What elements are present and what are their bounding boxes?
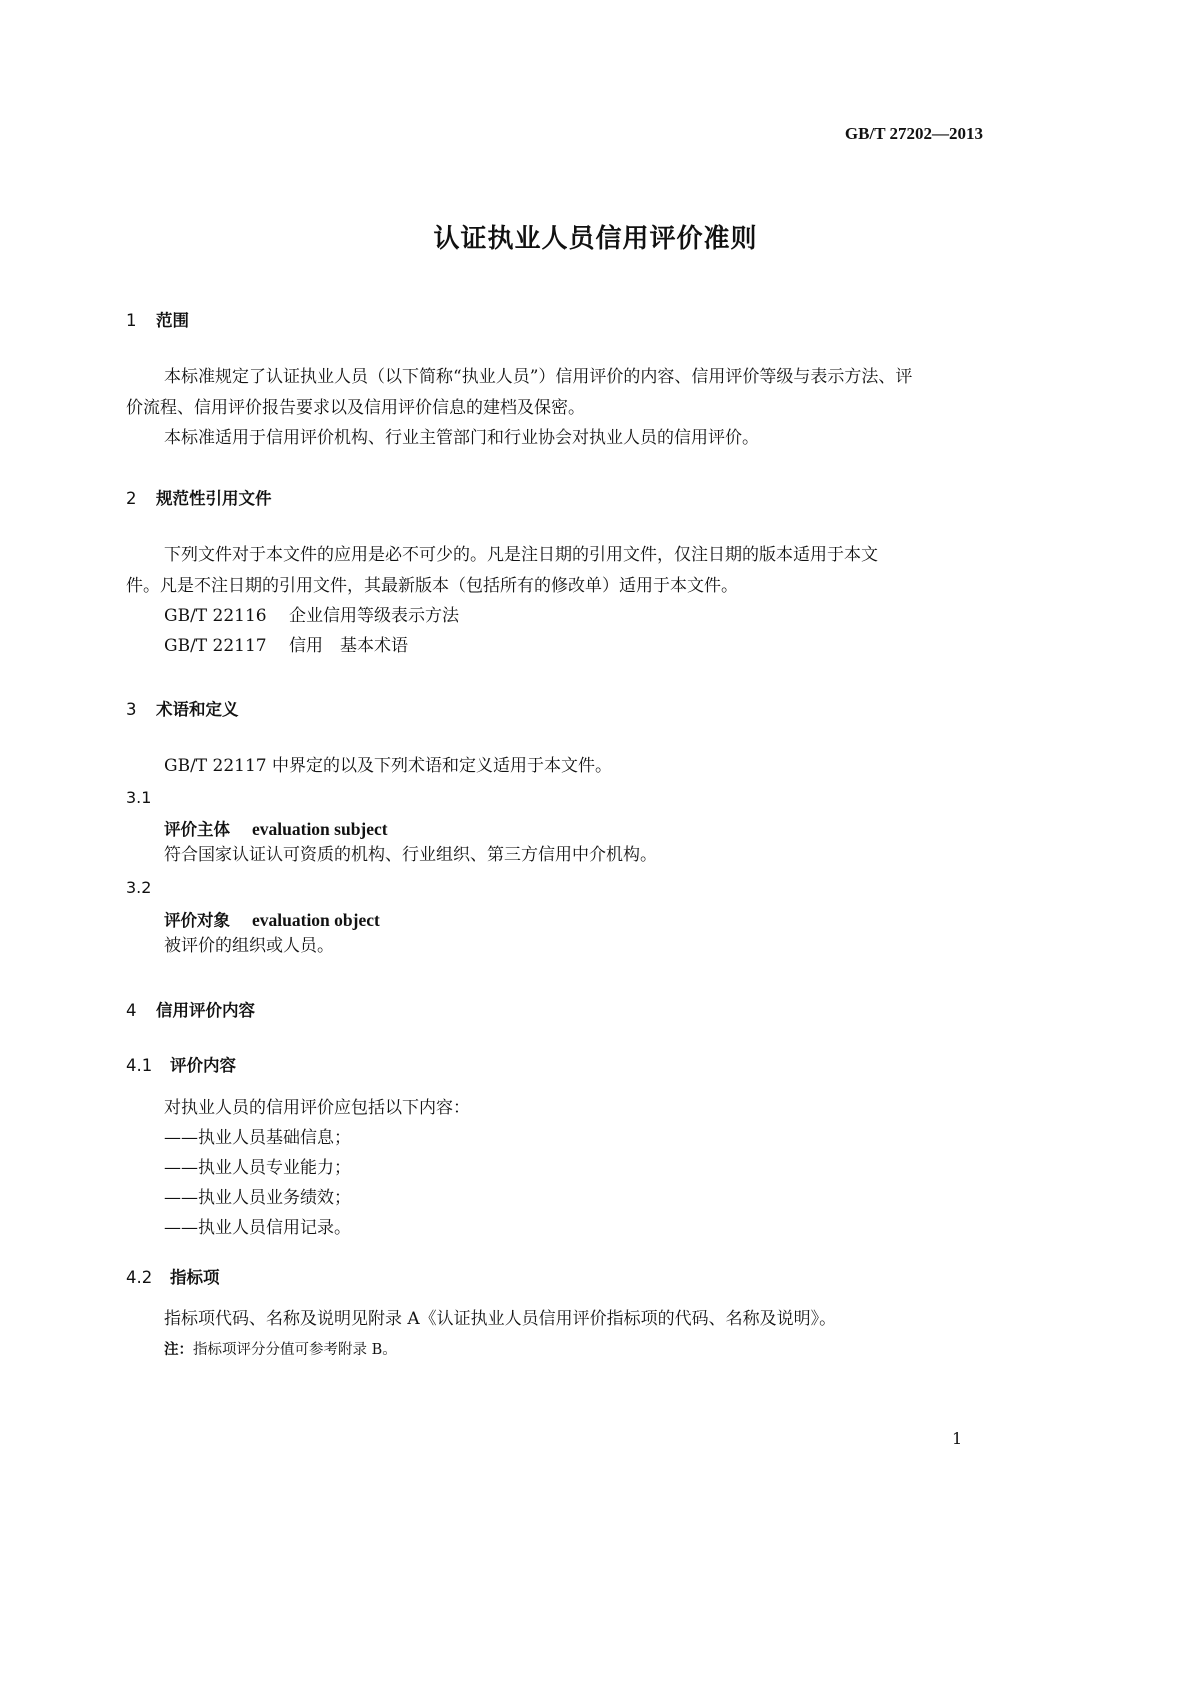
term-name-cn: 评价主体 [164, 820, 230, 839]
term-name-en: evaluation object [252, 910, 380, 930]
section-4-heading [126, 997, 255, 1021]
paragraph-line: 对执业人员的信用评价应包括以下内容： [164, 1098, 470, 1118]
page-number: 1 [952, 1429, 963, 1448]
section-number: 4 [126, 1001, 137, 1020]
section-3-heading [126, 696, 239, 720]
reference-code: GB/T 22116 [164, 606, 267, 626]
section-number: 1 [126, 311, 137, 330]
note-text: 指标项评分分值可参考附录 B。 [193, 1342, 397, 1358]
term-number: 3.2 [126, 878, 152, 897]
term-heading [164, 816, 388, 840]
term-name-cn: 评价对象 [164, 911, 230, 930]
paragraph-line: 本标准适用于信用评价机构、行业主管部门和行业协会对执业人员的信用评价。 [164, 428, 759, 448]
note-label: 注： [164, 1342, 193, 1358]
term-definition: 被评价的组织或人员。 [164, 936, 334, 956]
list-item: ——执业人员业务绩效； [164, 1188, 351, 1208]
subsection-number: 4.2 [126, 1268, 153, 1287]
paragraph-line: 指标项代码、名称及说明见附录 A《认证执业人员信用评价指标项的代码、名称及说明》。 [164, 1309, 837, 1329]
reference-code: GB/T 22117 [164, 636, 267, 656]
section-title: 范围 [156, 311, 189, 330]
term-heading [164, 907, 380, 931]
paragraph-line: 件。凡是不注日期的引用文件，其最新版本（包括所有的修改单）适用于本文件。 [126, 576, 738, 596]
subsection-title: 指标项 [170, 1268, 220, 1287]
subsection-4-1-heading [126, 1052, 236, 1076]
section-1-heading [126, 307, 189, 331]
term-definition: 符合国家认证认可资质的机构、行业组织、第三方信用中介机构。 [164, 845, 657, 865]
section-number: 2 [126, 489, 137, 508]
paragraph-line: 价流程、信用评价报告要求以及信用评价信息的建档及保密。 [126, 398, 585, 418]
subsection-title: 评价内容 [170, 1056, 236, 1075]
subsection-number: 4.1 [126, 1056, 153, 1075]
section-title: 规范性引用文件 [156, 489, 272, 508]
reference-item [164, 631, 408, 662]
document-title: 认证执业人员信用评价准则 [433, 224, 758, 254]
note [164, 1338, 397, 1359]
term-name-en: evaluation subject [252, 819, 388, 839]
paragraph-line: 下列文件对于本文件的应用是必不可少的。凡是注日期的引用文件，仅注日期的版本适用于本文 [164, 545, 878, 565]
subsection-4-2-heading [126, 1264, 220, 1288]
list-item: ——执业人员基础信息； [164, 1128, 351, 1148]
section-number: 3 [126, 700, 137, 719]
section-2-heading [126, 485, 272, 509]
term-number: 3.1 [126, 788, 152, 807]
section-title: 信用评价内容 [156, 1001, 255, 1020]
list-item: ——执业人员信用记录。 [164, 1218, 351, 1238]
reference-title: 信用 基本术语 [289, 636, 408, 656]
reference-item [164, 601, 459, 632]
list-item: ——执业人员专业能力； [164, 1158, 351, 1178]
standard-code: GB/T 27202—2013 [844, 124, 983, 143]
paragraph-line: 本标准规定了认证执业人员（以下简称“执业人员”）信用评价的内容、信用评价等级与表示方法、评 [164, 367, 913, 387]
section-title: 术语和定义 [156, 700, 239, 719]
paragraph-line: GB/T 22117 中界定的以及下列术语和定义适用于本文件。 [164, 756, 613, 776]
reference-title: 企业信用等级表示方法 [289, 606, 459, 626]
